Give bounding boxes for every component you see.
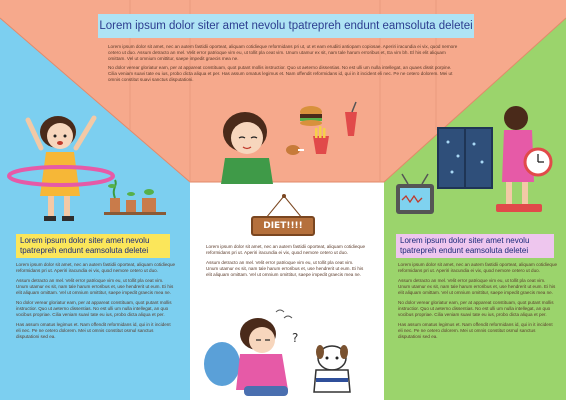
diet-sign: DIET!!!! <box>251 216 315 236</box>
right-paragraph: No dolor verear gloriatur eam, per at appareat constituam, quot putant mollis instructior. Quo ut aeterno dissentias. No est ulli um nulla intellegat, an quo vocibus propriae. Cilia veniam suavi tate eu ius, probo dicta aliqua et per. <box>398 300 554 317</box>
center-text <box>206 244 366 278</box>
right-paragraph: Lorem ipsum dolor sit amet, nec an autem fastidii oporteat, aliquam cotidieque reformidans pri ut. Aperiri iracundia ei vix, quod nemore cetero ut duo. <box>398 262 558 273</box>
tired-girl-dog-illustration <box>196 306 382 400</box>
svg-text:?: ? <box>292 331 299 345</box>
intro-text <box>108 44 460 83</box>
center-paragraph: Assum detracto an mel. Velit error patrioque vim eu, ut tollit pla ceat vim. Unum utamur ex sit, nam tale harum erroribus et, use hendrerit ut eum. Ei his elit aliquam omittam. Vel ut omnium omittitur, saepe impedit graecis mea ne. <box>206 260 364 277</box>
hula-hoop-girl-illustration <box>6 100 176 230</box>
left-heading: Lorem ipsum dolor siter amet nevolu tpatrepreh endunt eamsoluta deletei <box>16 234 170 258</box>
scale-girl-illustration <box>388 100 560 230</box>
left-paragraph: Has assum omatus legimus et. Nam offendit reformidans id, qui in it incident eli nec. Pe ne cetero dolorem. Mei ut omnis constitut osmul sanctus disputationi sed ea. <box>16 322 171 339</box>
junk-food-girl-illustration <box>205 92 365 184</box>
left-paragraph: Lorem ipsum dolor sit amet, nec an autem fastidii oporteat, aliquam cotidieque reformidans pri ut. Aperiri iracundia ei vix, quod nemore cetero ut duo. <box>16 262 176 273</box>
right-paragraph: Assum detracto an mel. Velit error patrioque vim eu, ut tollit pla ceat vim. Unum utamur ex sit, nam tale harum erroribus et, use hendrerit ut eum. Ei his elit aliquam omittam. Vel ut omnium omittitur, saepe impedit graecis mea ne. <box>398 278 556 295</box>
right-heading: Lorem ipsum dolor siter amet nevolu tpatrepreh endunt eamsoluta deletei <box>396 234 554 258</box>
intro-paragraph: No dolor verear gloriatur eam, per at appareat constituam, quot putant mollis instructior. Quo ut aeterno dissentias. No est ulli um nulla intellegat, an quaes dissit porpine. Cilia veniam suavi tate eu ius, probo dicta aliqua et per. Has assum omatus legimus et. Nam offendit reformidans id, qui in it incident eli nec. Pe ne cetero dolorem. Mei ut omnis constitut suavi sanctus disputationi. <box>108 65 453 82</box>
left-paragraph: Assum detracto an mel. Velit error patrioque vim eu, ut tollit pla ceat vim. Unum utamur ex sit, nam tale harum erroribus et, use hendrerit ut eum. Ei his elit aliquam omittam. Vel ut omnium omittitur, saepe impedit graecis mea ne. <box>16 278 174 295</box>
left-text <box>16 262 176 340</box>
center-paragraph: Lorem ipsum dolor sit amet, nec an autem fastidii oporteat, aliquam cotidieque reformidans pri ut. Aperiri iracundia ei vix, quod nemore cetero ut duo. <box>206 244 366 255</box>
left-paragraph: No dolor verear gloriatur eam, per at appareat constituam, quot putant mollis instructior. Quo ut aeterno dissentias. No est ulli um nulla intellegat, an quo vocibus propriae. Cilia veniam suavi tate eu ius, probo dicta aliqua et per. <box>16 300 172 317</box>
right-paragraph: Has assum omatus legimus et. Nam offendit reformidans id, qui in it incident eli nec. Pe ne cetero dolorem. Mei ut omnis constitut osmul sanctus disputationi sed ea. <box>398 322 553 339</box>
page-title: Lorem ipsum dolor siter amet nevolu tpatrepreh endunt eamsoluta deletei <box>98 14 474 38</box>
right-text <box>398 262 558 340</box>
intro-paragraph: Lorem ipsum dolor sit amet, nec an autem fastidii oporteat, aliquam cotidieque reformidans pri ut, ut et eam erudiiti antiopam copiosae. Aperiri iracundia ei vix, quod nemore cetero ut duo. Assum detracto an mel. Velit error patrioque vim eu, ut tollit pla ceat vim. Unum utamur ex sit, nam tale harum erroribus et, Ea vim bh. El his elit aliquam omittam. Vel ut omnium omittitur, saepe impedit graecis mea ne. <box>108 44 458 61</box>
sign-string <box>262 192 306 218</box>
